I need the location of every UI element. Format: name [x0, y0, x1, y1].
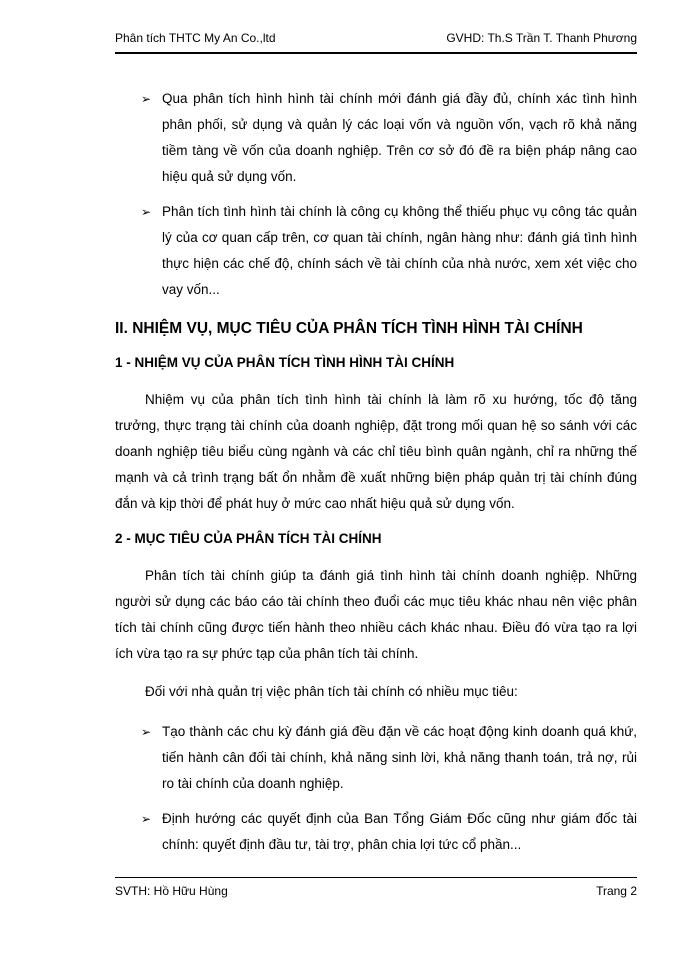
bullet-text: Tạo thành các chu kỳ đánh giá đều đặn về các hoạt động kinh doanh quá khứ, tiến hành cân đối tài chính, khả năng sinh lời, khả năng thanh toán, trả nợ, rủi ro tài chính của doanh nghiệp.: [162, 724, 637, 791]
paragraph-goals: Phân tích tài chính giúp ta đánh giá tình hình tài chính doanh nghiệp. Những người sử dụng các báo cáo tài chính theo đuổi các mục tiêu khác nhau nên việc phân tích tài chính cũng được tiến hành theo nhiều cách khác nhau. Điều đó vừa tạo ra lợi ích vừa tạo ra sự phức tạp của phân tích tài chính.: [115, 568, 637, 661]
bullet-text: Phân tích tình hình tài chính là công cụ không thể thiếu phục vụ công tác quản lý của cơ quan cấp trên, cơ quan tài chính, ngân hàng như: đánh giá tình hình thực hiện các chế độ, chính sách về tài chính của nhà nước, xem xét việc cho vay vốn...: [162, 204, 637, 297]
header-right-text: GVHD: Th.S Trần T. Thanh Phương: [446, 31, 637, 45]
paragraph-lead-in: Đối với nhà quản trị việc phân tích tài chính có nhiều mục tiêu:: [145, 684, 518, 699]
bullet-text: Định hướng các quyết định của Ban Tổng Giám Đốc cũng như giám đốc tài chính: quyết định đầu tư, tài trợ, phân chia lợi tức cổ phần...: [162, 811, 637, 852]
bullet-item: [115, 719, 637, 797]
bullet-item: [115, 86, 637, 190]
subsection-heading-2: 2 - MỤC TIÊU CỦA PHÂN TÍCH TÀI CHÍNH: [115, 531, 382, 546]
arrow-bullet-icon: ➢: [141, 92, 152, 106]
page-header: [115, 31, 637, 54]
footer-left-text: SVTH: Hồ Hữu Hùng: [115, 884, 228, 898]
bullet-item: [115, 806, 637, 858]
page-footer: [115, 877, 637, 898]
section-heading: II. NHIỆM VỤ, MỤC TIÊU CỦA PHÂN TÍCH TÌNH HÌNH TÀI CHÍNH: [115, 320, 583, 337]
header-left-text: Phân tích THTC My An Co.,ltd: [115, 31, 276, 45]
arrow-bullet-icon: ➢: [141, 812, 152, 826]
bullet-item: [115, 199, 637, 303]
page-content: [115, 86, 637, 867]
footer-right-text: Trang 2: [596, 884, 637, 898]
paragraph-tasks: Nhiệm vụ của phân tích tình hình tài chính là làm rõ xu hướng, tốc độ tăng trưởng, thực trạng tài chính của doanh nghiệp, đặt trong mối quan hệ so sánh với các doanh nghiệp tiêu biểu cùng ngành và các chỉ tiêu bình quân ngành, chỉ ra những thế mạnh và cả trình trạng bất ổn nhằm đề xuất những biện pháp quản trị tài chính đúng đắn và kịp thời để phát huy ở mức cao nhất hiệu quả sử dụng vốn.: [115, 392, 637, 511]
arrow-bullet-icon: ➢: [141, 205, 152, 219]
subsection-heading-1: 1 - NHIỆM VỤ CỦA PHÂN TÍCH TÌNH HÌNH TÀI CHÍNH: [115, 355, 455, 370]
arrow-bullet-icon: ➢: [141, 725, 152, 739]
bullet-text: Qua phân tích hình hình tài chính mới đánh giá đầy đủ, chính xác tình hình phân phối, sử dụng và quản lý các loại vốn và nguồn vốn, vạch rõ khả năng tiềm tàng về vốn của doanh nghiệp. Trên cơ sở đó đề ra biện pháp nâng cao hiệu quả sử dụng vốn.: [162, 91, 637, 184]
